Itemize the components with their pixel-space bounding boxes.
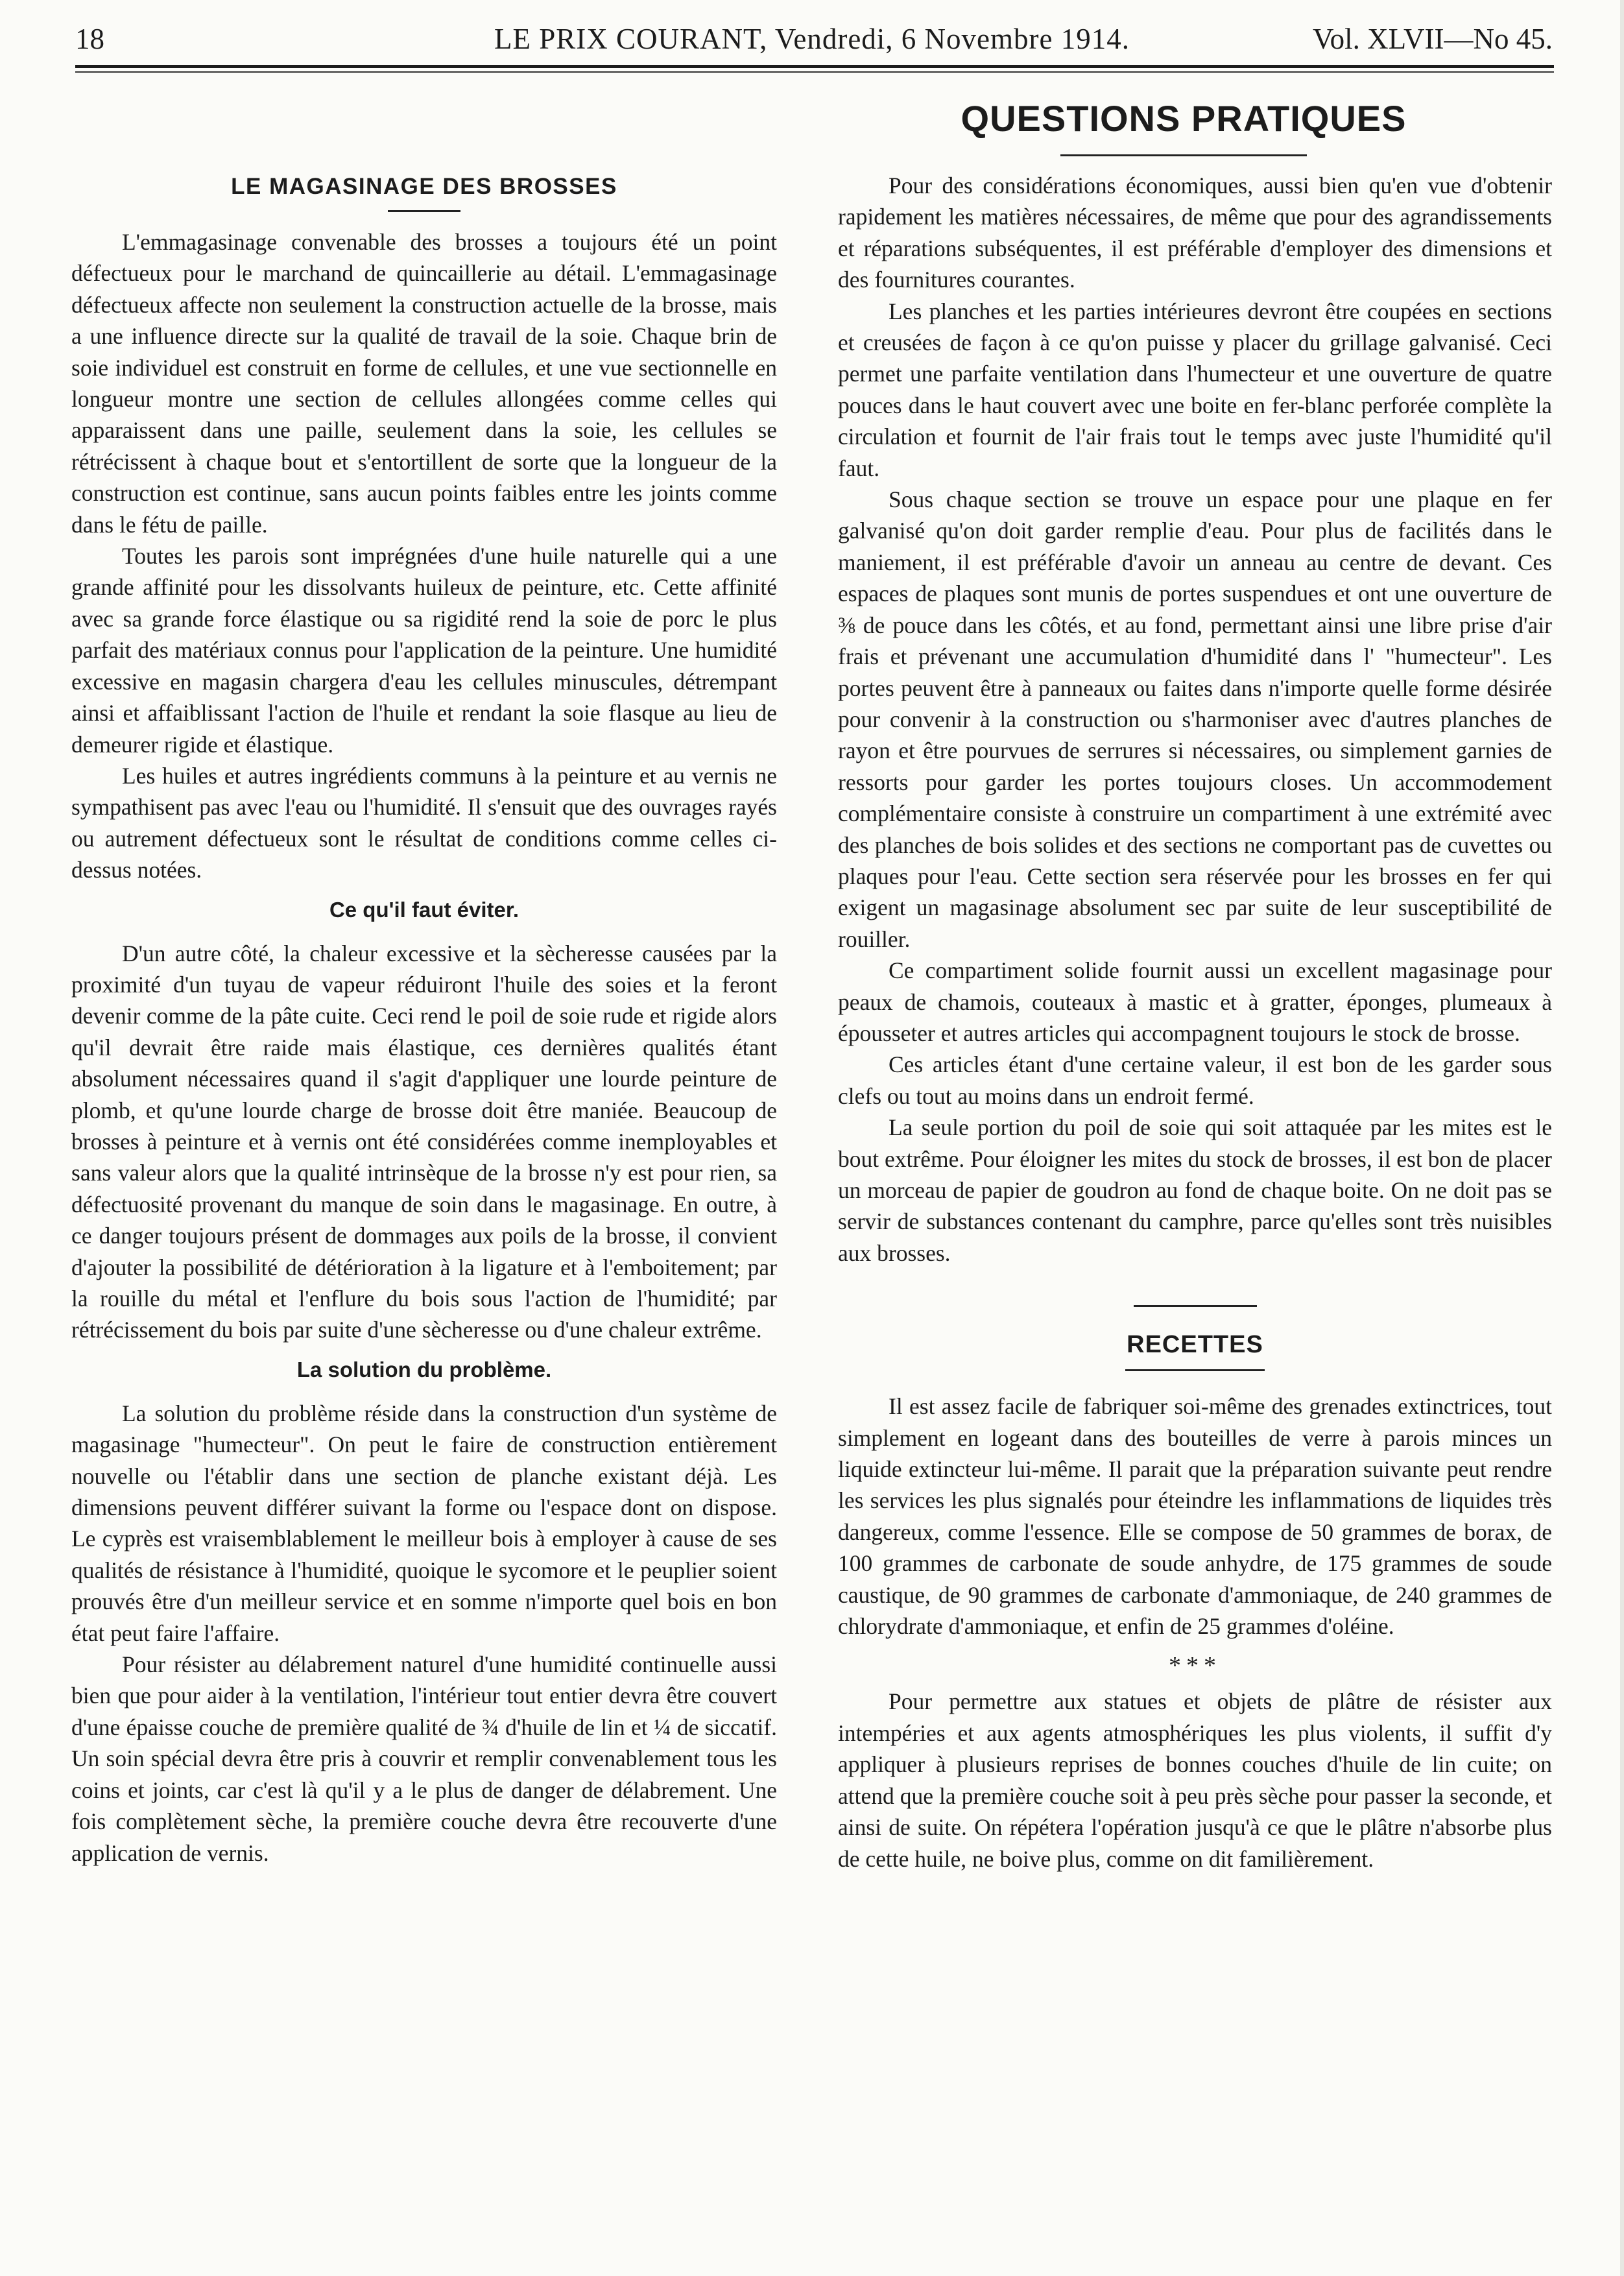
article-paragraph: La solution du problème réside dans la construction d'un système de magasinage "humecteur". On peut le faire de construction entièrement nouvelle ou l'établir dans une section de planche existant déjà. Les dimensions peuvent différer suivant la forme ou l'espace dont on dispose. Le cyprès est vraisemblablement le meilleur bois à employer à cause de ses qualités de résistance à l'humidité, quoique le sycomore et le peuplier soient prouvés être d'un meilleur service et en somme n'importe quel bois en bon état peut faire l'affaire. [71,1400,777,1646]
header-rule-thick [75,65,1554,68]
column-divider-rule [1134,1305,1257,1307]
volume-number: Vol. XLVII—No 45. [1312,23,1553,55]
article-paragraph: Pour résister au délabrement naturel d'une humidité continuelle aussi bien que pour aider à la ventilation, l'intérieur tout entier devra être couvert d'une épaisse couche de première qualité de ¾ d'huile de lin et ¼ de siccatif. Un soin spécial devra être pris à couvrir et remplir convenablement tous les coins et joints, car c'est là qu'il y a le plus de danger de délabrement. Une fois complètement sèche, la première couche devra être recouverte d'une application de vernis. [71,1651,777,1866]
article-title: LE MAGASINAGE DES BROSSES [231,174,617,199]
section-title: QUESTIONS PRATIQUES [961,98,1407,139]
right-column [838,170,1552,1875]
article-paragraph: La seule portion du poil de soie qui soit attaquée par les mites est le bout extrême. Pour éloigner les mites du stock de brosses, il est bon de placer un morceau de papier de goudron au fond de chaque boite. On ne doit pas se servir de substances contenant du camphre, parce qu'elles sont très nuisibles aux brosses. [838,1114,1552,1266]
article-paragraph: Toutes les parois sont imprégnées d'une huile naturelle qui a une grande affinité pour les dissolvants huileux de peinture, etc. Cette affinité avec sa grande force élastique ou sa rigidité rend la soie de porc le plus parfait des matériaux connus pour l'application de la peinture. Une humidité excessive en magasin chargera d'eau les cellules minuscules, détrempant ainsi et affaiblissant l'action de l'huile et rendant la soie flasque au lieu de demeurer rigide et élastique. [71,543,777,758]
article-paragraph: Pour des considérations économiques, aussi bien qu'en vue d'obtenir rapidement les matières nécessaires, de même que pour des agrandissements et réparations subséquentes, il est préférable d'employer des dimensions et des fournitures courantes. [838,173,1552,293]
header-rule-thin [75,71,1554,73]
subhead-solution: La solution du problème. [296,1357,552,1382]
page-number: 18 [75,23,104,55]
running-title: LE PRIX COURANT, Vendredi, 6 Novembre 1914. [494,23,1130,55]
asterism-separator: *** [1169,1652,1221,1680]
left-column [71,170,777,1869]
article-paragraph: D'un autre côté, la chaleur excessive et la sècheresse causées par la proximité d'un tuyau de vapeur réduiront l'huile des soies et la feront devenir comme de la pâte cuite. Ceci rend le poil de soie rude et rigide alors qu'il devrait être raide mais élastique, ces dernières qualités étant absolument nécessaires quand il s'agit d'appliquer une lourde peinture de plomb, et qu'une lourde charge de brosse doit être maniée. Beaucoup de brosses à peinture et à vernis ont été considérées comme inemployables et sans valeur alors que la qualité intrinsèque de la brosse n'y est pour rien, sa défectuosité provenant du manque de soin dans le magasinage. En outre, à ce danger toujours présent de dommages aux poils de la brosse, il convient d'ajouter la possibilité de détérioration à la ligature et à l'emboitement; par la rouille du métal et l'enflure du bois sous l'action de l'humidité; par rétrécissement du bois par suite d'une sècheresse ou d'une chaleur extrême. [71,940,777,1343]
article-paragraph: Les planches et les parties intérieures devront être coupées en sections et creusées de façon à ce qu'on puisse y placer du grillage galvanisé. Ceci permet une parfaite ventilation dans l'humecteur et une ouverture de quatre pouces dans le haut couvert avec une boite en fer-blanc perforée complète la circulation et fournit de l'air frais tout le temps avec juste l'humidité qu'il faut. [838,298,1552,481]
recipe-paragraph: Pour permettre aux statues et objets de plâtre de résister aux intempéries et aux agents atmosphériques les plus violents, il suffit d'y appliquer à plusieurs reprises de bonnes couches d'huile de lin cuite; on attend que la première couche soit à peu près sèche pour passer la seconde, et ainsi de suite. On répétera l'opération jusqu'à ce que le plâtre n'absorbe plus de cette huile, ne boive plus, comme on dit familièrement. [838,1688,1552,1872]
subhead-eviter: Ce qu'il faut éviter. [329,897,519,922]
section-title-rule [1060,154,1307,156]
article-paragraph: L'emmagasinage convenable des brosses a toujours été un point défectueux pour le marchand de quincaillerie au détail. L'emmagasinage défectueux affecte non seulement la construction actuelle de la brosse, mais a une influence directe sur la qualité de travail de la soie. Chaque brin de soie individuel est construit en forme de cellules, et une vue sectionnelle en longueur montre une section de cellules allongées comme celles qui apparaissent dans une paille, seulement dans la soie, les cellules se rétrécissent à chaque bout et s'entortillent de sorte que la longueur de la construction est continue, sans aucun points faibles entre les joints comme dans le fétu de paille. [71,229,777,538]
recettes-title: RECETTES [1127,1331,1263,1359]
recipe-paragraph: Il est assez facile de fabriquer soi-même des grenades extinctrices, tout simplement en logeant dans des bouteilles de verre à parois minces un liquide extincteur lui-même. Il parait que la préparation suivante peut rendre les services les plus signalés pour éteindre les inflammations de liquides très dangereux, comme l'essence. Elle se compose de 50 grammes de borax, de 100 grammes de carbonate de soude anhydre, de 175 grammes de soude caustique, de 90 grammes de carbonate d'ammoniaque, de 240 grammes de chlorydrate d'ammoniaque, et enfin de 25 grammes d'oléine. [838,1393,1552,1640]
article-paragraph: Ce compartiment solide fournit aussi un excellent magasinage pour peaux de chamois, couteaux à mastic et à gratter, éponges, plumeaux à épousseter et autres articles qui accompagnent toujours le stock de brosse. [838,957,1552,1046]
article-paragraph: Sous chaque section se trouve un espace pour une plaque en fer galvanisé qu'on doit garder remplie d'eau. Pour plus de facilités dans le maniement, il est préférable d'avoir un anneau au centre de devant. Ces espaces de plaques sont munis de portes suspendues et ont une ouverture de ⅜ de pouce dans les côtés, et au fond, permettant ainsi une libre prise d'air frais et prévenant une accumulation d'humidité dans l' "humecteur". Les portes peuvent être à panneaux ou faites dans n'importe quelle forme désirée pour convenir à la construction ou s'harmoniser avec d'autres planches de rayon et être pourvues de serrures si nécessaires, ou simplement garnies de ressorts pour garder les portes toujours closes. Un accommodement complémentaire consiste à construire un compartiment à une extrémité avec des planches de bois solides et des sections ne comportant pas de cuvettes ou plaques pour l'eau. Cette section sera réservée pour les brosses en fer qui exigent un magasinage absolument sec par suite de leur susceptibilité de rouiller. [838,486,1552,952]
article-paragraph: Ces articles étant d'une certaine valeur, il est bon de les garder sous clefs ou tout au moins dans un endroit fermé. [838,1051,1552,1109]
recettes-title-rule [1125,1369,1265,1371]
article-title-rule [388,210,460,212]
article-paragraph: Les huiles et autres ingrédients communs à la peinture et au vernis ne sympathisent pas avec l'eau ou l'humidité. Il s'ensuit que des ouvrages rayés ou autrement défectueux sont le résultat de conditions comme celles ci-dessus notées. [71,762,777,883]
scan-edge [1620,0,1624,2276]
